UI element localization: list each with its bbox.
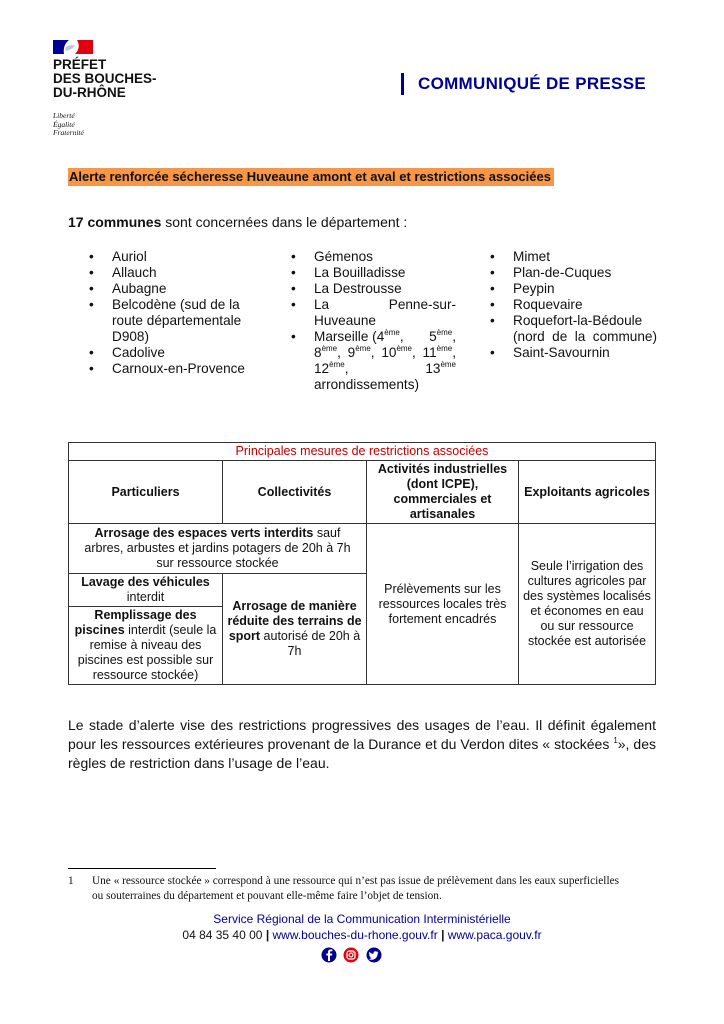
cell-agricole: Seule l’irrigation des cultures agricoles par des systèmes localisés et économes en eau ou sur ressource stockée est autorisée	[519, 524, 656, 685]
facebook-icon[interactable]	[322, 948, 337, 963]
commune-item: • Cadolive	[88, 345, 254, 361]
superscript: ème	[436, 328, 453, 337]
paragraph-text: Le stade d’alerte vise des restrictions progressives des usages de l’eau. Il définit également pour les ressources extérieures provenant de la Durance et du Verdon dites « stockées	[68, 717, 656, 752]
superscript: ème	[436, 344, 453, 353]
twitter-icon[interactable]	[367, 948, 382, 963]
header-industrie: Activités industrielles (dont ICPE), commerciales et artisanales	[367, 461, 519, 524]
cell-bold: Arrosage des espaces verts interdits	[94, 526, 314, 540]
devise-line: Égalité	[53, 119, 75, 129]
header-agricole: Exploitants agricoles	[519, 461, 656, 524]
footnote-ref: 1	[613, 736, 618, 745]
devise-line: Fraternité	[53, 128, 84, 137]
cell-industrie: Prélèvements sur les ressources locales très fortement encadrés	[367, 524, 519, 685]
footnote-number: 1	[68, 875, 74, 887]
footer-contacts	[0, 928, 724, 942]
prefet-name	[53, 58, 157, 100]
body-paragraph	[68, 716, 656, 773]
footer-service: Service Régional de la Communication Interministérielle	[213, 912, 511, 926]
commune-part: 11	[422, 345, 437, 360]
commune-item: • Roquevaire	[489, 297, 657, 313]
intro-rest: sont concernées dans le département :	[161, 214, 408, 230]
footer-separator: |	[441, 928, 445, 942]
devise	[53, 112, 84, 138]
commune-part: 13	[425, 361, 441, 376]
superscript: ème	[440, 360, 456, 369]
commune-item: • Roquefort-la-Bédoule (nord de la commune)	[489, 313, 657, 345]
cell-text: sauf arbres, arbustes et jardins potagers de 20h à 7h sur ressource stockée	[84, 526, 351, 570]
superscript: ème	[355, 344, 371, 353]
footer-link-paca[interactable]: www.paca.gouv.fr	[447, 928, 542, 942]
devise-line: Liberté	[53, 111, 75, 120]
superscript: ème	[321, 344, 338, 353]
footnote-divider	[68, 868, 216, 869]
commune-item: • Saint-Savournin	[489, 345, 657, 361]
cell-piscines	[69, 607, 223, 685]
cell-text: autorisé de 20h à 7h	[260, 629, 361, 658]
superscript: ème	[329, 360, 345, 369]
superscript: ème	[384, 328, 400, 337]
commune-item: • Belcodène (sud de la route départementale D908)	[88, 297, 254, 345]
footer-link-bdr[interactable]: www.bouches-du-rhone.gouv.fr	[272, 928, 438, 942]
footnote-text: Une « ressource stockée » correspond à une ressource qui n’est pas issue de prélèvement dans les eaux superficielles ou souterraines du département et pouvant elle-même faire l’objet de tension.	[92, 875, 619, 902]
prefet-line: PRÉFET	[53, 57, 107, 72]
footnote	[68, 874, 628, 904]
commune-item: • Peypin	[489, 281, 657, 297]
commune-part: 9	[347, 345, 356, 360]
cell-bold: Lavage des véhicules	[81, 575, 210, 589]
table-row	[69, 524, 656, 574]
instagram-icon[interactable]	[344, 948, 359, 963]
commune-part: 12	[314, 361, 330, 376]
commune-part: 10	[381, 345, 397, 360]
commune-item: • Carnoux-en-Provence	[88, 361, 254, 377]
marianne-flag-logo	[53, 40, 93, 54]
commune-item: • Auriol	[88, 249, 254, 265]
commune-item: • Mimet	[489, 249, 657, 265]
cell-bold: Remplissage des piscines	[74, 608, 197, 637]
communes-column-2	[290, 249, 456, 393]
communes-column-3	[489, 249, 657, 361]
cell-text: interdit (seule la remise à niveau des piscines est possible sur ressource stockée)	[77, 623, 217, 682]
table-title: Principales mesures de restrictions associées	[69, 443, 656, 461]
footer-phone: 04 84 35 40 00	[182, 928, 263, 942]
commune-part: 8	[314, 345, 322, 360]
header-particuliers: Particuliers	[69, 461, 223, 524]
superscript: ème	[396, 344, 412, 353]
commune-item: • La Bouilladisse	[290, 265, 456, 281]
commune-part: • La	[314, 297, 330, 312]
commune-item: • Gémenos	[290, 249, 456, 265]
social-icons	[320, 946, 384, 964]
footer-separator: |	[265, 928, 270, 942]
table-title-row	[69, 443, 656, 461]
commune-part: Huveaune	[314, 313, 376, 328]
intro-text	[68, 214, 407, 230]
intro-bold: 17 communes	[68, 214, 162, 230]
commune-item: • Allauch	[88, 265, 254, 281]
cell-text: interdit	[126, 590, 165, 604]
header-collectivites: Collectivités	[223, 461, 367, 524]
communique-title: COMMUNIQUÉ DE PRESSE	[418, 74, 646, 93]
cell-bold: Arrosage de manière réduite des terrains de sport	[227, 599, 362, 643]
table-header-row	[69, 461, 656, 524]
cell-terrains-sport	[223, 574, 367, 685]
commune-part: 5	[429, 329, 437, 344]
title-divider	[401, 73, 404, 95]
prefet-line: DU-RHÔNE	[53, 85, 126, 100]
prefet-line: DES BOUCHES-	[53, 71, 157, 86]
alert-heading: Alerte renforcée sécheresse Huveaune amont et aval et restrictions associées	[68, 168, 554, 186]
commune-item	[290, 297, 456, 329]
commune-item: • Marseille (4ème, 5ème, 8ème, 9ème, 10ème, 11ème, 12ème, 13ème arrondissements)	[290, 329, 456, 393]
cell-arrosage-espaces-verts	[69, 524, 367, 574]
commune-item: • Aubagne	[88, 281, 254, 297]
commune-part: Penne-sur-	[388, 297, 456, 312]
commune-item: • La Destrousse	[290, 281, 456, 297]
communes-column-1	[88, 249, 254, 377]
cell-lavage	[69, 574, 223, 607]
restrictions-table	[68, 442, 656, 685]
commune-part: Marseille (4	[314, 329, 385, 344]
commune-part: arrondissements)	[314, 377, 420, 392]
paragraph-text: », des règles de restriction dans l’usage de l’eau.	[68, 736, 656, 771]
commune-item: • Plan-de-Cuques	[489, 265, 657, 281]
